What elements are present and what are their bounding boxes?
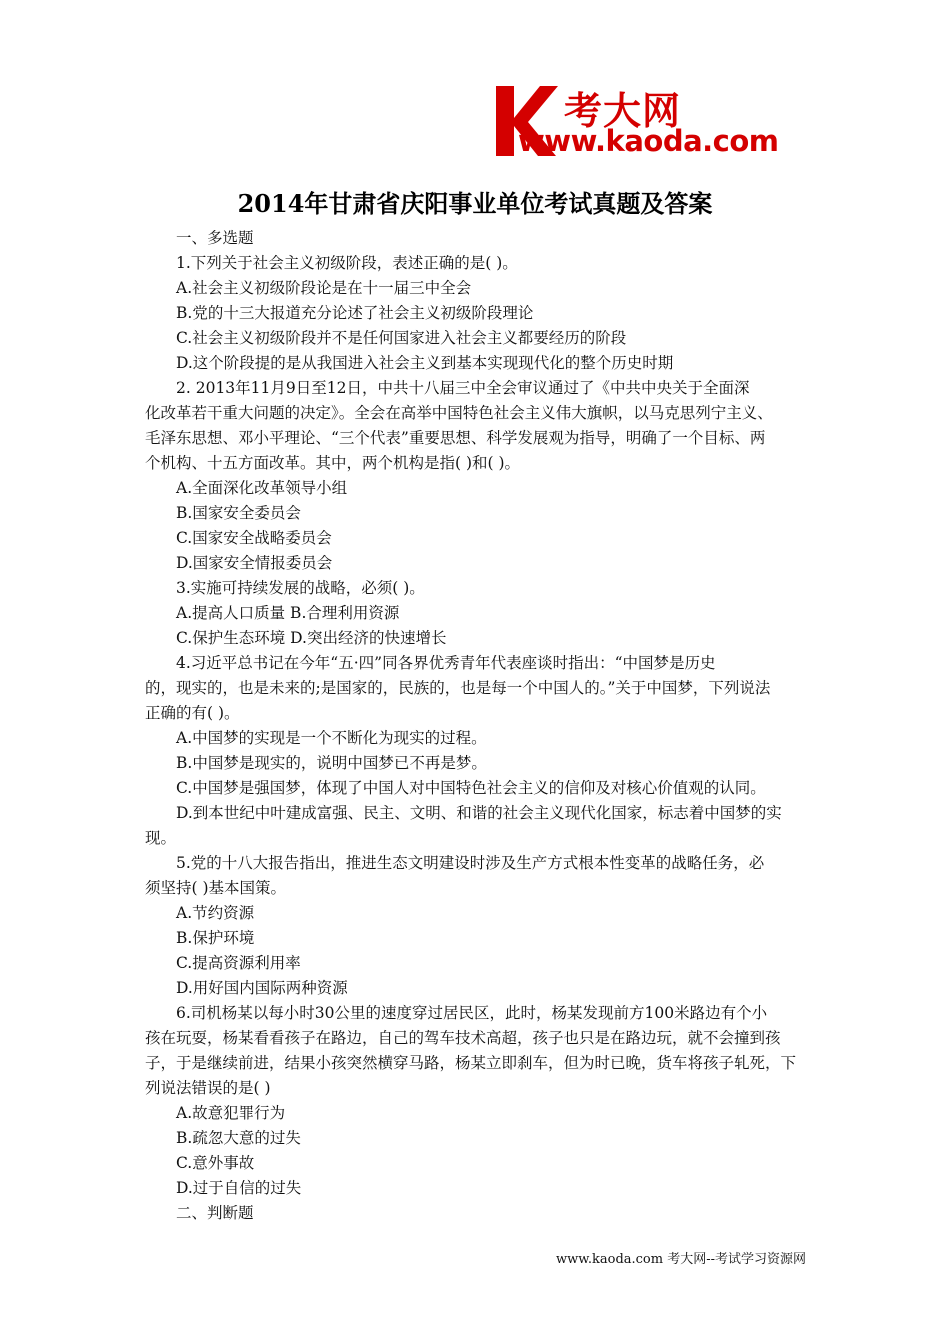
question: 2. 2013年11月9日至12日，中共十八届三中全会审议通过了《中共中央关于全面深 xyxy=(176,379,750,397)
section-heading: 一、多选题 xyxy=(176,229,254,247)
option: C.保护生态环境 D.突出经济的快速增长 xyxy=(176,629,447,647)
option-continued: 现。 xyxy=(145,829,177,847)
question: 3.实施可持续发展的战略，必须( )。 xyxy=(176,579,425,597)
option: C.中国梦是强国梦，体现了中国人对中国特色社会主义的信仰及对核心价值观的认同。 xyxy=(176,779,766,797)
option: A.故意犯罪行为 xyxy=(176,1104,286,1122)
question: 6.司机杨某以每小时30公里的速度穿过居民区，此时，杨某发现前方100米路边有个小 xyxy=(176,1004,768,1022)
option: D.过于自信的过失 xyxy=(176,1179,302,1197)
option: C.意外事故 xyxy=(176,1154,255,1172)
document-body xyxy=(145,226,807,1226)
question-continued: 须坚持( )基本国策。 xyxy=(145,879,287,897)
option: A.社会主义初级阶段论是在十一届三中全会 xyxy=(176,279,472,297)
document-title: 2014年甘肃省庆阳事业单位考试真题及答案 xyxy=(237,189,713,218)
option: A.节约资源 xyxy=(176,904,255,922)
option: A.提高人口质量 B.合理利用资源 xyxy=(176,604,400,622)
option: D.用好国内国际两种资源 xyxy=(176,979,348,997)
question-continued: 孩在玩耍，杨某看看孩子在路边，自己的驾车技术高超，孩子也只是在路边玩，就不会撞到孩 xyxy=(145,1029,781,1047)
question-continued: 的，现实的，也是未来的;是国家的，民族的，也是每一个中国人的。”关于中国梦，下列说法 xyxy=(145,679,771,697)
option: D.国家安全情报委员会 xyxy=(176,554,333,572)
option: B.党的十三大报道充分论述了社会主义初级阶段理论 xyxy=(176,304,534,322)
option: A.全面深化改革领导小组 xyxy=(176,479,348,497)
question: 1.下列关于社会主义初级阶段，表述正确的是( )。 xyxy=(176,254,518,272)
question-continued: 个机构、十五方面改革。其中，两个机构是指( )和( )。 xyxy=(145,454,521,472)
question-continued: 正确的有( )。 xyxy=(145,704,240,722)
option: C.社会主义初级阶段并不是任何国家进入社会主义都要经历的阶段 xyxy=(176,329,627,347)
option: D.到本世纪中叶建成富强、民主、文明、和谐的社会主义现代化国家，标志着中国梦的实 xyxy=(176,804,782,822)
question: 5.党的十八大报告指出，推进生态文明建设时涉及生产方式根本性变革的战略任务，必 xyxy=(176,854,765,872)
option: C.提高资源利用率 xyxy=(176,954,301,972)
option: B.中国梦是现实的，说明中国梦已不再是梦。 xyxy=(176,754,487,772)
section-heading: 二、判断题 xyxy=(176,1204,254,1222)
question-continued: 化改革若干重大问题的决定》。全会在高举中国特色社会主义伟大旗帜，以马克思列宁主义、 xyxy=(145,404,773,422)
question: 4.习近平总书记在今年“五·四”同各界优秀青年代表座谈时指出：“中国梦是历史 xyxy=(176,654,716,672)
option: D.这个阶段提的是从我国进入社会主义到基本实现现代化的整个历史时期 xyxy=(176,354,674,372)
question-continued: 毛泽东思想、邓小平理论、“三个代表”重要思想、科学发展观为指导，明确了一个目标、两 xyxy=(145,429,766,447)
page-footer: www.kaoda.com 考大网--考试学习资源网 xyxy=(556,1252,806,1267)
option: B.疏忽大意的过失 xyxy=(176,1129,301,1147)
option: A.中国梦的实现是一个不断化为现实的过程。 xyxy=(176,729,487,747)
logo-text: 考大网 xyxy=(564,89,682,133)
question-continued: 子，于是继续前进，结果小孩突然横穿马路，杨某立即刹车，但为时已晚，货车将孩子轧死，下 xyxy=(145,1054,797,1072)
logo-url: www.kaoda.com xyxy=(518,124,779,158)
option: C.国家安全战略委员会 xyxy=(176,529,332,547)
kaoda-logo[interactable] xyxy=(494,84,814,160)
option: B.国家安全委员会 xyxy=(176,504,301,522)
question-continued: 列说法错误的是( ) xyxy=(145,1079,271,1097)
option: B.保护环境 xyxy=(176,929,255,947)
